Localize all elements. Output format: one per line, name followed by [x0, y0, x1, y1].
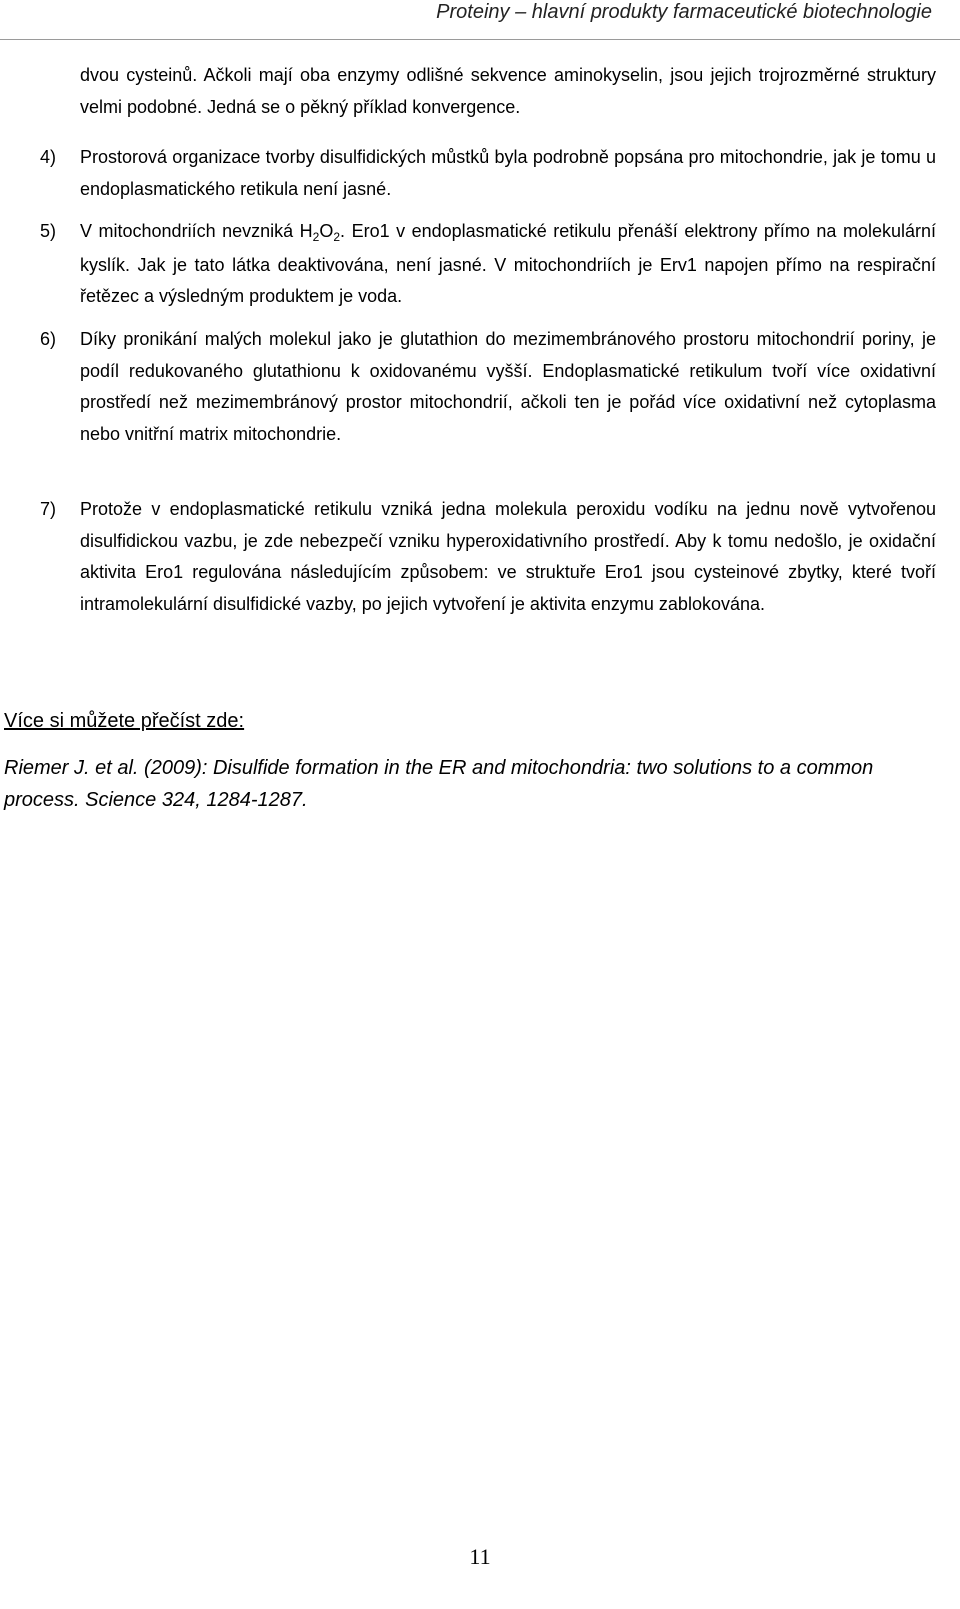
list-item	[40, 142, 936, 205]
list-item-text: Protože v endoplasmatické retikulu vzniká jedna molekula peroxidu vodíku na jednu nově vytvořenou disulfidickou vazbu, je zde nebezpečí vzniku hyperoxidativního prostředí. Aby k tomu nedošlo, je oxidační aktivita Ero1 regulována následujícím způsobem: ve struktuře Ero1 jsou cysteinové zbytky, které tvoří intramolekulární disulfidické vazby, po jejich vytvoření je aktivita enzymu zablokována.	[80, 499, 936, 614]
list-item-text: Díky pronikání malých molekul jako je glutathion do mezimembránového prostoru mitochondrií poriny, je podíl redukovaného glutathionu k oxidovanému vyšší. Endoplasmatické retikulum tvoří více oxidativní prostředí než mezimembránový prostor mitochondrií, ačkoli ten je pořád více oxidativní než cytoplasma nebo vnitřní matrix mitochondrie.	[80, 329, 936, 444]
reference-citation: Riemer J. et al. (2009): Disulfide formation in the ER and mitochondria: two solutions to a common process. Science 324, 1284-1287.	[4, 757, 874, 811]
list-item-number: 4)	[40, 147, 57, 167]
list-item-text-mid: O	[319, 221, 334, 241]
list-item	[40, 324, 936, 450]
list-item-text-start: V mitochondriích nevzniká H	[80, 221, 313, 241]
intro-paragraph: dvou cysteinů. Ačkoli mají oba enzymy odlišné sekvence aminokyselin, jsou jejich trojrozměrné struktury velmi podobné. Jedná se o pěkný příklad konvergence.	[80, 65, 936, 117]
list-item-text-rest: . Ero1 v endoplasmatické retikulu přenáší elektrony přímo na molekulární kyslík. Jak je tato látka deaktivována, není jasné. V mitochondriích je Erv1 napojen přímo na respirační řetězec a výsledným produktem je voda.	[80, 221, 936, 306]
list-item-number: 5)	[40, 221, 57, 241]
page-number: 11	[469, 1544, 491, 1569]
list-item	[40, 494, 936, 620]
list-item	[40, 216, 936, 313]
list-item-text: Prostorová organizace tvorby disulfidických můstků byla podrobně popsána pro mitochondrie, jak je tomu u endoplasmatického retikula není jasné.	[80, 147, 936, 199]
further-reading-link[interactable]: Více si můžete přečíst zde:	[4, 710, 245, 732]
running-header	[0, 0, 960, 40]
subscript: 2	[312, 230, 320, 244]
list-item-text	[80, 216, 936, 313]
subscript: 2	[333, 230, 341, 244]
running-header-title: Proteiny – hlavní produkty farmaceutické biotechnologie	[436, 1, 932, 23]
list-item-number: 7)	[40, 499, 57, 519]
list-item-number: 6)	[40, 329, 57, 349]
